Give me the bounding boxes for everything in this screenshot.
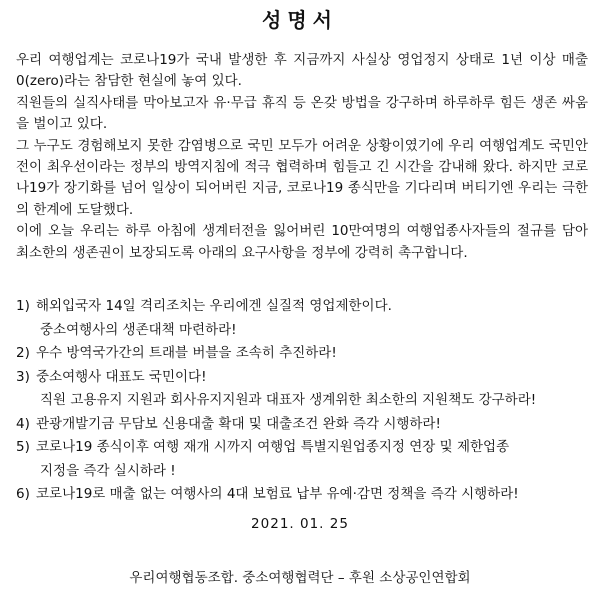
document-title: 성명서 [262, 8, 338, 32]
demand-number: 2) [16, 345, 30, 361]
demand-item [16, 436, 590, 483]
demand-subtext: 직원 고용유지 지원과 회사유지지원과 대표자 생계위한 최소한의 지원책도 강구하라! [40, 392, 537, 408]
demand-text: 코로나19 종식이후 여행 재개 시까지 여행업 특별지원업종지정 연장 및 제한업종 [36, 439, 510, 455]
paragraph: 그 누구도 경험해보지 못한 감염병으로 국민 모두가 어려운 상황이였기에 우리 여행업계도 국민안전이 최우선이라는 정부의 방역지침에 적극 협력하며 힘들고 긴 시간을 감내해 왔다. 하지만 코로나19가 장기화를 넘어 일상이 되어버린 지금, 코로나19 종식만을 기다리며 버티기엔 우리는 극한의 한계에 도달했다. [16, 137, 588, 218]
demand-text: 해외입국자 14일 격리조치는 우리에겐 실질적 영업제한이다. [36, 298, 392, 314]
demand-item [16, 342, 590, 366]
paragraph: 우리 여행업계는 코로나19가 국내 발생한 후 지금까지 사실상 영업정지 상태로 1년 이상 매출 0(zero)라는 참담한 현실에 놓여 있다. [16, 52, 588, 90]
demand-subtext: 중소여행사의 생존대책 마련하라! [40, 321, 237, 338]
paragraph: 이에 오늘 우리는 하루 아침에 생계터전을 잃어버린 10만여명의 여행업종사자들의 절규를 담아 최소한의 생존권이 보장되도록 아래의 요구사항을 정부에 강력히 촉구합니다. [16, 223, 588, 261]
statement-body [16, 50, 588, 264]
demands-list [16, 295, 590, 507]
demand-number: 5) [16, 439, 30, 455]
document-date: 2021. 01. 25 [251, 516, 349, 532]
demand-item [16, 295, 590, 342]
demand-number: 3) [16, 368, 30, 385]
demand-item [16, 483, 590, 507]
demand-text: 우수 방역국가간의 트래블 버블을 조속히 추진하라! [36, 345, 337, 361]
demand-number: 1) [16, 298, 30, 314]
demand-text: 관광개발기금 무담보 신용대출 확대 및 대출조건 완화 즉각 시행하라! [36, 415, 441, 432]
paragraph: 직원들의 실직사태를 막아보고자 유·무급 휴직 등 온갖 방법을 강구하며 하루하루 힘든 생존 싸움을 벌이고 있다. [16, 94, 588, 133]
demand-item [16, 413, 590, 437]
demand-item [16, 366, 590, 413]
demand-text: 코로나19로 매출 없는 여행사의 4대 보험료 납부 유예·감면 정책을 즉각 시행하라! [36, 486, 519, 502]
demand-subtext: 지정을 즉각 실시하라 ! [40, 462, 176, 479]
demand-number: 4) [16, 415, 30, 432]
demand-text: 중소여행사 대표도 국민이다! [36, 368, 207, 385]
demand-number: 6) [16, 486, 30, 502]
document-signature: 우리여행협동조합. 중소여행협력단 – 후원 소상공인연합회 [129, 570, 471, 586]
